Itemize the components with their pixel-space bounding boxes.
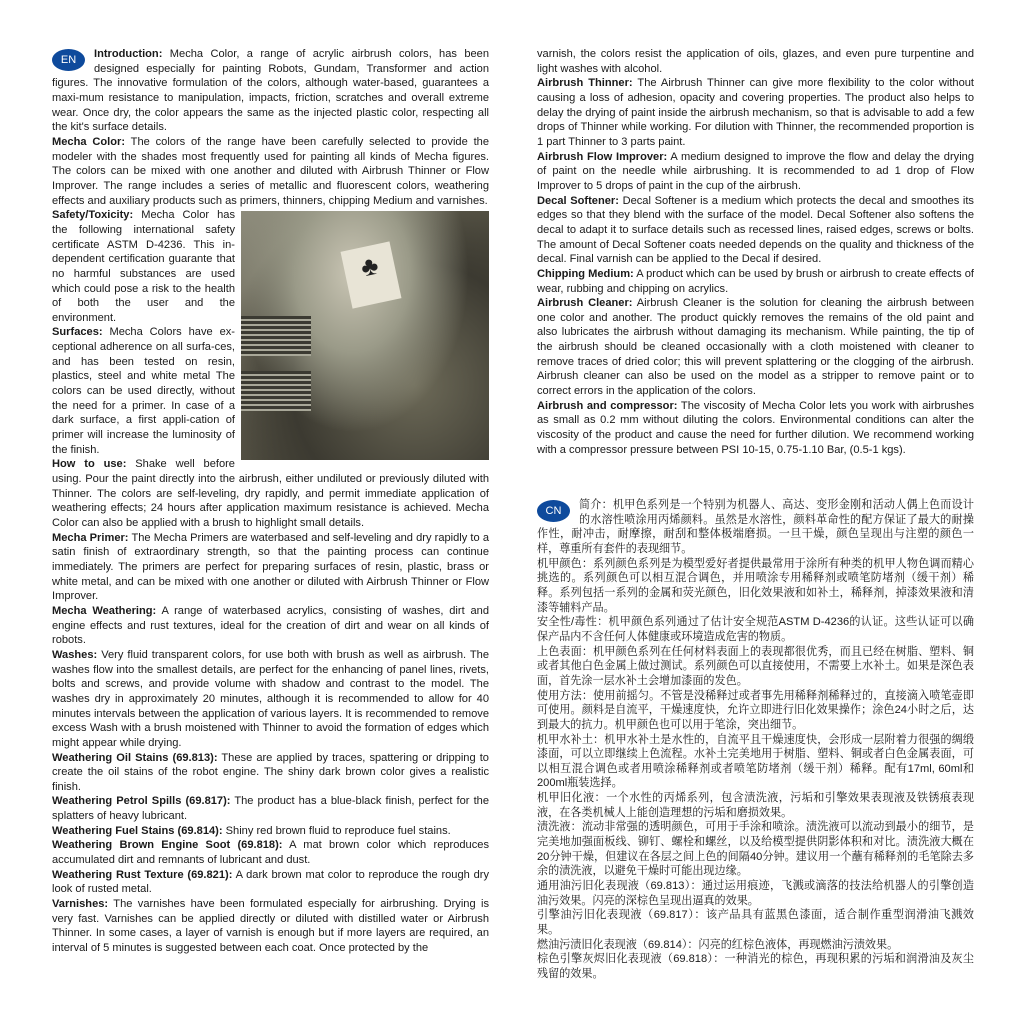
body-text: The product has a blue-black finish, perfect for the splatters of heavy lubricant. bbox=[52, 795, 489, 823]
cn-text: 简介：机甲色系列是一个特别为机器人、高达、变形金刚和活动人偶上色而设计的水溶性喷涂用丙烯颜料。虽然是水溶性，颜料革命性的配方保证了最大的耐操作性，耐冲击，耐摩擦，耐刮和整体极端磨损。一旦干燥，颜色呈现出与注塑的颜色一样，尊重所有套件的表现细节。 bbox=[537, 499, 974, 555]
heading: Varnishes: bbox=[52, 898, 109, 911]
paragraph-mecha-weathering bbox=[52, 604, 489, 648]
body-text: Decal Softener is a medium which protects the decal and smoothes its edges so that they blend with the surface of the model. Decal Softener also softens the decal to adapt it to surface details such as recessed lines, raised edges, screws or bolts. The amount of Decal Softener coats needed depends on the quality and thickness of the decal. Final varnish can be applied to the Decal if desired. bbox=[537, 194, 974, 266]
cn-paragraph bbox=[537, 498, 974, 557]
cn-paragraph: 机甲颜色：系列颜色系列是为模型爱好者提供最常用于涂所有种类的机甲人物色调而精心挑选的。系列颜色可以相互混合调色，并用喷涂专用稀释剂或喷笔防堵剂（缓干剂）稀释。系列包括一系列的金属和荧光颜色，旧化效果液和如补土，稀释剂，掉漆效果液和清漆等辅料产品。 bbox=[537, 557, 974, 614]
body-text: The colors of the range have been carefully selected to provide the modeler with the shades most frequently used for painting all kinds of Mecha figures. The colors can be mixed with one another and diluted with Airbrush Thinner or Flow Improver. The range includes a series of metallic and fluorescent colors, weathering effects and auxiliary products such as primers, thinners, chipping Medium and varnishes. bbox=[52, 135, 489, 207]
heading: Weathering Oil Stains (69.813): bbox=[52, 751, 218, 764]
paragraph-oil-stains bbox=[52, 751, 489, 795]
cn-paragraph: 通用油污旧化表现液（69.813）：通过运用痕迹，飞溅或滴落的技法给机器人的引擎创造油污效果。闪亮的深棕色呈现出逼真的效果。 bbox=[537, 880, 974, 907]
heading: Airbrush Flow Improver: bbox=[537, 150, 668, 163]
paragraph-introduction bbox=[52, 47, 489, 135]
paragraph-varnishes bbox=[52, 897, 489, 956]
heading: Weathering Petrol Spills (69.817): bbox=[52, 795, 231, 808]
language-badge-cn: CN bbox=[537, 500, 570, 522]
paragraph-airbrush-compressor bbox=[537, 399, 974, 458]
heading: Mecha Color: bbox=[52, 135, 126, 148]
heading: How to use: bbox=[52, 458, 127, 471]
body-text: The viscosity of Mecha Color lets you work with airbrushes as small as 0.2 mm without diluting the colors. Environmental conditions can alter the viscosity of the product and cause the need for further dilution. We recommend working with a compressor pressure between PSI 10-15, 0.75-1.10 Bar, (0.5-1 kgs). bbox=[537, 399, 974, 456]
cn-paragraph: 使用方法：使用前摇匀。不管是没稀释过或者事先用稀释剂稀释过的，直接滴入喷笔壶即可使用。颜料是自流平，干燥速度快，允许立即进行旧化效果操作；涂色24小时之后，达到最大的抗力。机甲颜色也可以用于笔涂，突出细节。 bbox=[537, 689, 974, 731]
heading: Weathering Fuel Stains (69.814): bbox=[52, 824, 223, 837]
paragraph-flow-improver bbox=[537, 150, 974, 194]
body-text: A mat brown color which reproduces accumulated dirt and remnants of lubricant and dust. bbox=[52, 839, 489, 867]
body-text: Very fluid transparent colors, for use both with brush as well as airbrush. The washes flow into the smallest details, are perfect for the enhancing of panel lines, rivets, bolts and screws, and provide volume with shadow and contrast to the model. The washes dry in approximately 20 minutes, although it is recommended to allow for 40 minutes intervals between the application of various layers. It is recommended to remove excess Wash with a brush moistened with Thinner to avoid the formation of edges which might appear while drying. bbox=[52, 648, 489, 749]
body-text: Shake well before using. Pour the paint directly into the airbrush, either undiluted or previously diluted with Thinner. The colors are self-leveling, dry rapidly, and permit immediate application of weathering effects; 24 hours after application maximum resistance is achieved. Mecha Color can also be applied with a brush to highlight small details. bbox=[52, 458, 489, 529]
body-text: A dark brown mat color to reproduce the rough dry look of rusted metal. bbox=[52, 868, 489, 896]
paragraph-airbrush-cleaner bbox=[537, 296, 974, 399]
body-text: A range of waterbased acrylics, consisting of washes, dirt and engine effects and rust textures, ideal for the creation of dirt and wear on all kinds of robots. bbox=[52, 604, 489, 647]
paragraph-chipping-medium bbox=[537, 267, 974, 296]
heading: Surfaces: bbox=[52, 326, 103, 339]
body-text: These are applied by traces, spattering or dripping to create the oil stains of the robot engine. The shiny dark brown color gives a realistic finish. bbox=[52, 751, 489, 793]
paragraph-airbrush-thinner bbox=[537, 76, 974, 149]
heading: Decal Softener: bbox=[537, 194, 619, 207]
paragraph-washes bbox=[52, 648, 489, 751]
body-text: varnish, the colors resist the application of oils, glazes, and even pure turpentine and light washes with alcohol. bbox=[537, 48, 974, 75]
heading: Introduction: bbox=[94, 48, 163, 60]
paragraph-fuel-stains bbox=[52, 824, 489, 839]
paragraph-engine-soot bbox=[52, 838, 489, 867]
body-text: Mecha Colors have ex-ceptional adherence on all surfa-ces, and has been tested on resin, plastics, steel and white metal The colors can be used directly, without the need for a primer. In case of a dark surface, a first appli-cation of primer will increase the luminosity of the finish. bbox=[52, 326, 235, 456]
paragraph-mecha-primer bbox=[52, 531, 489, 604]
english-column-right bbox=[537, 47, 974, 457]
paragraph-mecha-color bbox=[52, 135, 489, 208]
cn-paragraph: 上色表面：机甲颜色系列在任何材料表面上的表现都很优秀，而且已经在树脂、塑料、铜或者其他白色金属上做过测试。系列颜色可以直接使用，不需要上水补土。如果是深色表面，首先涂一层水补土会增加漆面的发色。 bbox=[537, 645, 974, 687]
vent-detail bbox=[241, 316, 311, 356]
heading: Washes: bbox=[52, 648, 98, 661]
heading: Chipping Medium: bbox=[537, 267, 634, 280]
body-text: The Airbrush Thinner can give more flexibility to the color without causing a loss of adhesion, opacity and covering properties. The product also helps to delay the drying of paint inside the airbrush mechanism, so that is advisable to add a few drops of Thinner while working. For dilution with Thinner, the recommended proportion is 1 part Thinner to 3 parts paint. bbox=[537, 77, 974, 148]
cn-paragraph: 安全性/毒性：机甲颜色系列通过了估计安全规范ASTM D-4236的认证。这些认证可以确保产品内不含任何人体健康或环境造成危害的物质。 bbox=[537, 616, 974, 643]
body-text: A medium designed to improve the flow and delay the drying of paint on the needle while airbrushing. It is recommended to ad 1 drop of Flow Improver to 5 drops of paint in the cup of the airbrush. bbox=[537, 150, 975, 192]
paragraph-varnish-continued bbox=[537, 47, 974, 76]
cn-paragraph: 引擎油污旧化表现液（69.817）：该产品具有蓝黑色漆面，适合制作重型润滑油飞溅效果。 bbox=[537, 909, 974, 937]
heading: Mecha Weathering: bbox=[52, 604, 157, 617]
body-text: Airbrush Cleaner is the solution for cleaning the airbrush between one color and another. The product quickly removes the remains of the old paint and also lubricates the airbrush without damaging its mechanism. While painting, the tip of the airbrush should be cleaned occasionally with a cloth moistened with cleaner to remove traces of dried color; this will prevent splattering or the clogging of the airbrush. Airbrush cleaner can also be used on the model as a stripper to remove paint or to correct errors in the application of the colors. bbox=[537, 297, 974, 398]
cn-paragraph: 机甲旧化液：一个水性的丙烯系列，包含渍洗液，污垢和引擎效果表现液及铁锈痕表现液，在各类机械人上能创造理想的污垢和磨损效果。 bbox=[537, 792, 974, 819]
paragraph-decal-softener bbox=[537, 194, 974, 267]
heading: Weathering Brown Engine Soot (69.818): bbox=[52, 839, 283, 852]
body-text: Mecha Color has the following international safety certificate ASTM D-4236. This in-dependent certification guarante that no harmful substances are used which could pose a risk to the health of both the user and the environment. bbox=[52, 209, 235, 324]
heading: Safety/Toxicity: bbox=[52, 209, 134, 222]
body-text: A product which can be used by brush or airbrush to create effects of wear, rubbing and chipping on acrylics. bbox=[537, 267, 974, 295]
heading: Airbrush Thinner: bbox=[537, 77, 633, 90]
cn-paragraph: 渍洗液：流动非常强的透明颜色，可用于手涂和喷涂。渍洗液可以流动到最小的细节，是完美地加强面板线、铆钉、螺栓和螺丝，以及给模型提供阴影体积和对比。渍洗液大概在20分钟干燥，但建议在各层之间上色的间隔40分钟。建议用一个蘸有稀释剂的毛笔除去多余的渍洗液，以避免干燥时可能出现边缘。 bbox=[537, 821, 974, 878]
heading: Weathering Rust Texture (69.821): bbox=[52, 868, 233, 881]
heading: Mecha Primer: bbox=[52, 531, 129, 544]
language-badge-en: EN bbox=[52, 49, 85, 71]
cn-paragraph: 机甲水补土：机甲水补土是水性的，自流平且干燥速度快，会形成一层附着力很强的绸缎漆面，可以立即继续上色流程。水补土完美地用于树脂、塑料、铜或者白色金属表面，可以相互混合调色或者用喷涂稀释剂或者喷笔防堵剂（缓干剂）稀释。配有17ml, 60ml和200ml瓶装选择。 bbox=[537, 733, 974, 790]
paragraph-how-to-use bbox=[52, 457, 489, 530]
english-column-left bbox=[52, 47, 489, 956]
vent-detail bbox=[241, 371, 311, 411]
heading: Airbrush and compressor: bbox=[537, 399, 678, 412]
body-text: The varnishes have been formulated especially for airbrushing. Drying is very fast. Varnishes can be applied directly or diluted with distilled water or Airbrush Thinner. In some cases, a layer of varnish is enough but if more layers are required, an interval of 5 minutes is suggested between each coat. Once protected by the bbox=[52, 898, 489, 955]
club-emblem-icon: ♣ bbox=[357, 249, 381, 283]
paragraph-petrol-spills bbox=[52, 794, 489, 823]
heading: Airbrush Cleaner: bbox=[537, 297, 633, 310]
body-text: Mecha Color, a range of acrylic airbrush colors, has been designed especially for painting Robots, Gundam, Transformer and action figures. The innovative formulation of the colors, although water-based, guarantees a maxi-mum resistance to manipulation, impacts, friction, scratches and overall extreme wear. Once dry, the color appears the same as the injected plastic color, respecting all the kit's surface details. bbox=[52, 48, 489, 134]
body-text: Shiny red brown fluid to reproduce fuel stains. bbox=[222, 824, 451, 837]
cn-paragraph: 燃油污渍旧化表现液（69.814）：闪亮的红棕色液体，再现燃油污渍效果。 bbox=[537, 938, 899, 951]
cn-paragraph: 棕色引擎灰烬旧化表现液（69.818）：一种消光的棕色，再现积累的污垢和润滑油及灰尘残留的效果。 bbox=[537, 953, 974, 980]
body-text: The Mecha Primers are waterbased and self-leveling and dry rapidly to a satin finish of extraordinary strength, so that the painting process can continue immediately. The primers are perfect for preparing surfaces of resin, plastic, brass or white metal, and can be mixed with one another or diluted with Airbrush Thinner or Flow Improver. bbox=[52, 531, 489, 603]
chinese-section bbox=[537, 498, 974, 982]
paragraph-rust-texture bbox=[52, 868, 489, 897]
mecha-model-photo bbox=[241, 211, 489, 460]
